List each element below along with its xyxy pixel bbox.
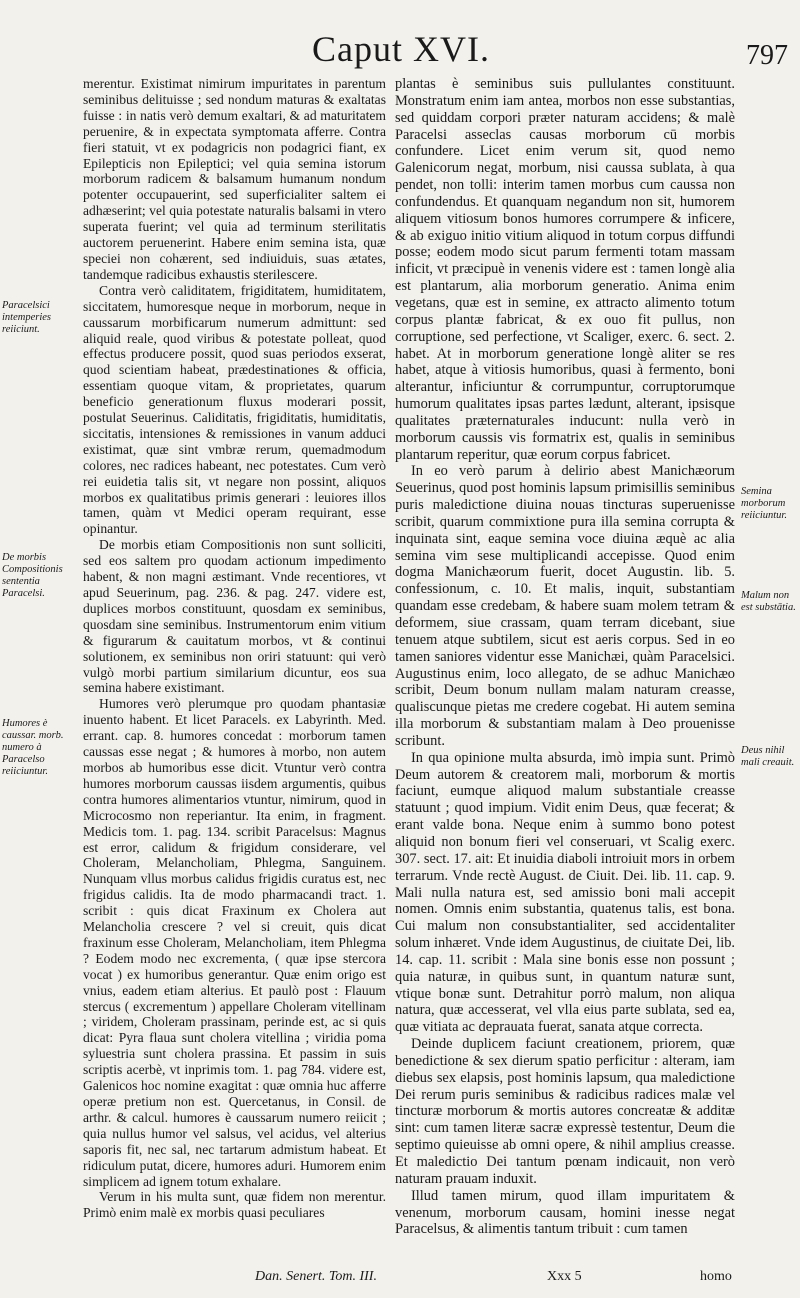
margin-note: Deus nihil mali creauit. <box>741 745 795 768</box>
paragraph: Contra verò caliditatem, frigiditatem, humiditatem, siccitatem, humoresque neque in morborum, neque in caussarum morbificarum numerum admittunt: sed aliquid reale, quod viribus & potestate polleat, quod effectus producere possit, quod suas periodos exserat, quod scientiam habeat, prædestinationes & officia, essentiam quoque vitam, & proprietates, quarum beneficio generationum fluxus moderari possit, postulat Seuerinus. Caliditatis, frigiditatis, humiditatis, siccitatis, intensiones & remissiones in vanum adduci existimat, quæ sint vmbræ rerum, quemadmodum colores, nec radices habeant, nec potestates. Cum verò rei euidetia talis sit, vt negare non possint, aliquos morbos ex qualitatibus primis generari : leuiores illos tamen, quàm vt Medici operam requirant, esse opinantur. <box>83 282 386 537</box>
margin-note: Semina morborum reiiciuntur. <box>741 486 787 521</box>
paragraph: merentur. Existimat nimirum impuritates in parentum seminibus delituisse ; sed nondum maturas & exaltatas fuisse : in natis verò demum exaltari, & ad maturitatem peruenire, & in expectata symptomata afferre. Contra fieri statuit, vt ex podagricis non podagrici fiant, ex Epilepticis non Epileptici; vel quia semina istorum morborum radicem & balsamum humanum nondum potenter occupauerint, sed superficialiter saltem ei adhæserint; vel quia potestate naturalis balsami in vtero superata fuerint; vel quia ad terminum sterilitatis auctorem peruenerint. Habere enim semina ista, quæ speciei non cohærent, sed indiuiduis, suas ætates, tandemque radicibus exhaustis sterilescere. <box>83 76 386 282</box>
paragraph: In qua opinione multa absurda, imò impia sunt. Primò Deum autorem & creatorem mali, morborum & mortis faciunt, eumque aliquod malum substantiale creasse statuunt ; quod impium. Vidit enim Deus, quæ fecerat; & erant valde bona. Neque enim à summo bono potest aliquid non bonum fieri vel conseruari, vt Scalig exerc. 307. sect. 17. ait: Et inuidia diaboli introiuit mors in orbem terrarum. Vnde rectè August. de Ciuit. Dei. lib. 11. cap. 9. Mali nulla natura est, sed amissio boni mali accepit nomen. Omnis enim substantia, quatenus talis, est bona. Cui malum non consubstantialiter, sed accidentaliter solum inhæret. Vnde idem Augustinus, de ciuitate Dei, lib. 14. cap. 11. scribit : Mala sine bonis esse non possunt ; quia naturæ, in quibus sunt, in quantum naturæ sunt, vtique bonæ sunt. Detrahitur porrò malum, non aliqua natura, quæ accesserat, vel vlla eius parte sublata, sed ea, quæ vitiata ac deprauata fuerat, sanata atque correcta. <box>395 749 735 1036</box>
paragraph: Deinde duplicem faciunt creationem, priorem, quæ benedictione & sex dierum spatio perficitur : alteram, iam diebus sex elapsis, post hominis lapsum, qua maledictione Dei rerum puris seminibus & radicibus radices malæ vel tincturæ morborum & mortis autores concreatæ & additæ sint: cum tamen literæ sacræ expressè testentur, Deum die septimo quieuisse ab omni opere, & nihil amplius creasse. Et maledictio Dei tantum pœnam indicauit, non verò naturam prauam induxit. <box>395 1036 735 1187</box>
margin-note: De morbis Compositionis sententia Paracelsi. <box>2 552 63 599</box>
paragraph: plantas è seminibus suis pullulantes constituunt. Monstratum enim iam antea, morbos non esse substantias, sed quiddam corpori præter naturam accidens; & malè Paracelsi asseclas causas morborum cū morbis confundere. Licet enim verum sit, quod nemo Galenicorum negat, morbum, nisi caussa sublata, à qua pendet, non tolli: interim tamen morbus cum caussa non confundendus. Et quanquam negandum non sit, humorem aliquem vitiosum bonos humores corrumpere & inficere, & ab exiguo initio vitium aliquod in totum corpus diffundi posse; eodem modo sicut parum fermenti totam massam inficit, vt præcipuè in venenis videre est : tamen longè alia est plantarum, alia morborum generatio. Anima enim vegetans, quæ est in semine, ex attracto alimento totum corpus plantæ fabricat, & ex ouo fit pullus, non corruptione, sed perfectione, vt Scaliger, exerc. 6. sect. 2. habet. At in morborum generatione longè aliter se res habet, atque à vitiosis humoribus, quasi à fermento, boni alterantur, inficiuntur & corrumpuntur, corruptorumque humorum qualitates ipsas partes lædunt, alterant, ipsisque qualitates præternaturales inducunt: nulla verò in morborum caussis vis formatrix est, qualis in seminibus plantarum reperitur, quæ eorum corpus fabricet. <box>395 76 735 463</box>
paragraph: Humores verò plerumque pro quodam phantasiæ inuento habent. Et licet Paracels. ex Labyrinth. Med. errant. cap. 8. humores concedat : morborum tamen caussas esse negat ; & humores à morbo, non autem morbos ab humoribus esse dicit. Vtuntur verò contra humores morborum caussas iisdem argumentis, quibus contra humores alimentarios vtuntur, nimirum, quod in Microcosmo non reperiantur. Ita enim, in fragment. Medicis tom. 1. pag. 134. scribit Paracelsus: Magnus est error, calidum & frigidum considerare, vel Choleram, Melancholiam, Phlegma, Sanguinem. Nunquam vllus morbus calidus frigidis curatus est, nec frigidus calidis. Ita de modo pharmacandi tract. 1. scribit : quis dicat Fraxinum ex Cholera aut Melancholia crescere ? vel si creuit, quis dicat fraxinum esse Choleram, Melancholiam, item Phlegma ? Eodem modo nec excrementa, ( quæ ipse stercora vocat ) ex humoribus generantur. Quæ enim origo est vnius, eadem etiam alterius. Et paulò post : Flauum stercus ( excrementum ) appellare Choleram vitellinam ; viridem, Choleram prassinam, perinde est, ac si quis dicat: Pyra flaua sunt cholera vitellina ; viridia poma syluestria sunt cholera prassina. Et passim in suis scriptis acerbè, vt inprimis tom. 1. pag 784. videre est, Galenicos hoc nomine exagitat : quæ omnia huc afferre operæ pretium non est. Quercetanus, in Consil. de arthr. & calcul. humores è caussarum numero reiicit ; quia nullus humor vel salsus, vel acidus, vel alterius saporis fit, nec sal, nec tartarum admistum habeat. Et ridiculum putat, dicere, humores aduri. Humorem enim simplicem ad ignem totum exhalare. <box>83 696 386 1189</box>
page-header <box>0 28 800 74</box>
catchword: homo <box>700 1269 732 1284</box>
left-text-column <box>83 76 386 1221</box>
page-number: 797 <box>746 40 788 71</box>
paragraph: De morbis etiam Compositionis non sunt solliciti, sed eos saltem pro quodam actionum impedimento habent, & non magni æstimant. Vnde recentiores, vt apud Seuerinum, pag. 236. & pag. 247. videre est, duplices morbos constituunt, quosdam ex seminibus, quosdam sine seminibus. Instrumentorum enim vitium & figurarum & cauitatum morbos, vt & continui solutionem, ex seminibus non oriri statuunt: qui verò vulgò morbi partium similarium dicuntur, eos sua semina habere existimant. <box>83 537 386 696</box>
paragraph: Verum in his multa sunt, quæ fidem non merentur. Primò enim malè ex morbis quasi peculiares <box>83 1189 386 1221</box>
signature-line: Dan. Senert. Tom. III. <box>255 1269 377 1284</box>
signature-mark: Xxx 5 <box>547 1269 582 1284</box>
running-title: Caput XVI. <box>312 29 490 69</box>
right-text-column <box>395 76 735 1238</box>
margin-note: Paracelsici intemperies reiiciunt. <box>2 300 51 335</box>
paragraph: Illud tamen mirum, quod illam impuritatem & venenum, morborum causam, homini inesse negat Paracelsus, & alimentis tantum tribuit : cum tamen <box>395 1187 735 1238</box>
margin-note: Malum non est substātia. <box>741 590 796 613</box>
margin-note: Humores è caussar. morb. numero à Paracelso reiiciuntur. <box>2 718 64 777</box>
paragraph: In eo verò parum à delirio abest Manichæorum Seuerinus, quod post hominis lapsum primisillis seminibus puris maledictione diuina nouas tincturas superuenisse scribit, quarum commixtione pura illa semina corrupta & inquinata sint, eaque semina voce diuina æquè ac alia semina vim sese multiplicandi accepisse. Quod enim dogma Manichæorum fuerit, docet Augustin. lib. 5. confessionum, c. 10. Et malis, inquit, substantiam quandam esse credebam, & habere suam molem tetram & deformem, siue crassam, quam terram dicebant, siue tenuem atque subtilem, sicut est aeris corpus. Sed in eo tamen saniores videntur esse Manichæi, quàm Paracelsici. Augustinus enim, loco allegato, de se adhuc Manichæo scribit, Deum bonum nullam malam naturam creasse, qualiscunque pietas me credere cogebat. Hi autem semina illa morborum & substantiam malam à Deo prouenisse scribunt. <box>395 463 735 749</box>
